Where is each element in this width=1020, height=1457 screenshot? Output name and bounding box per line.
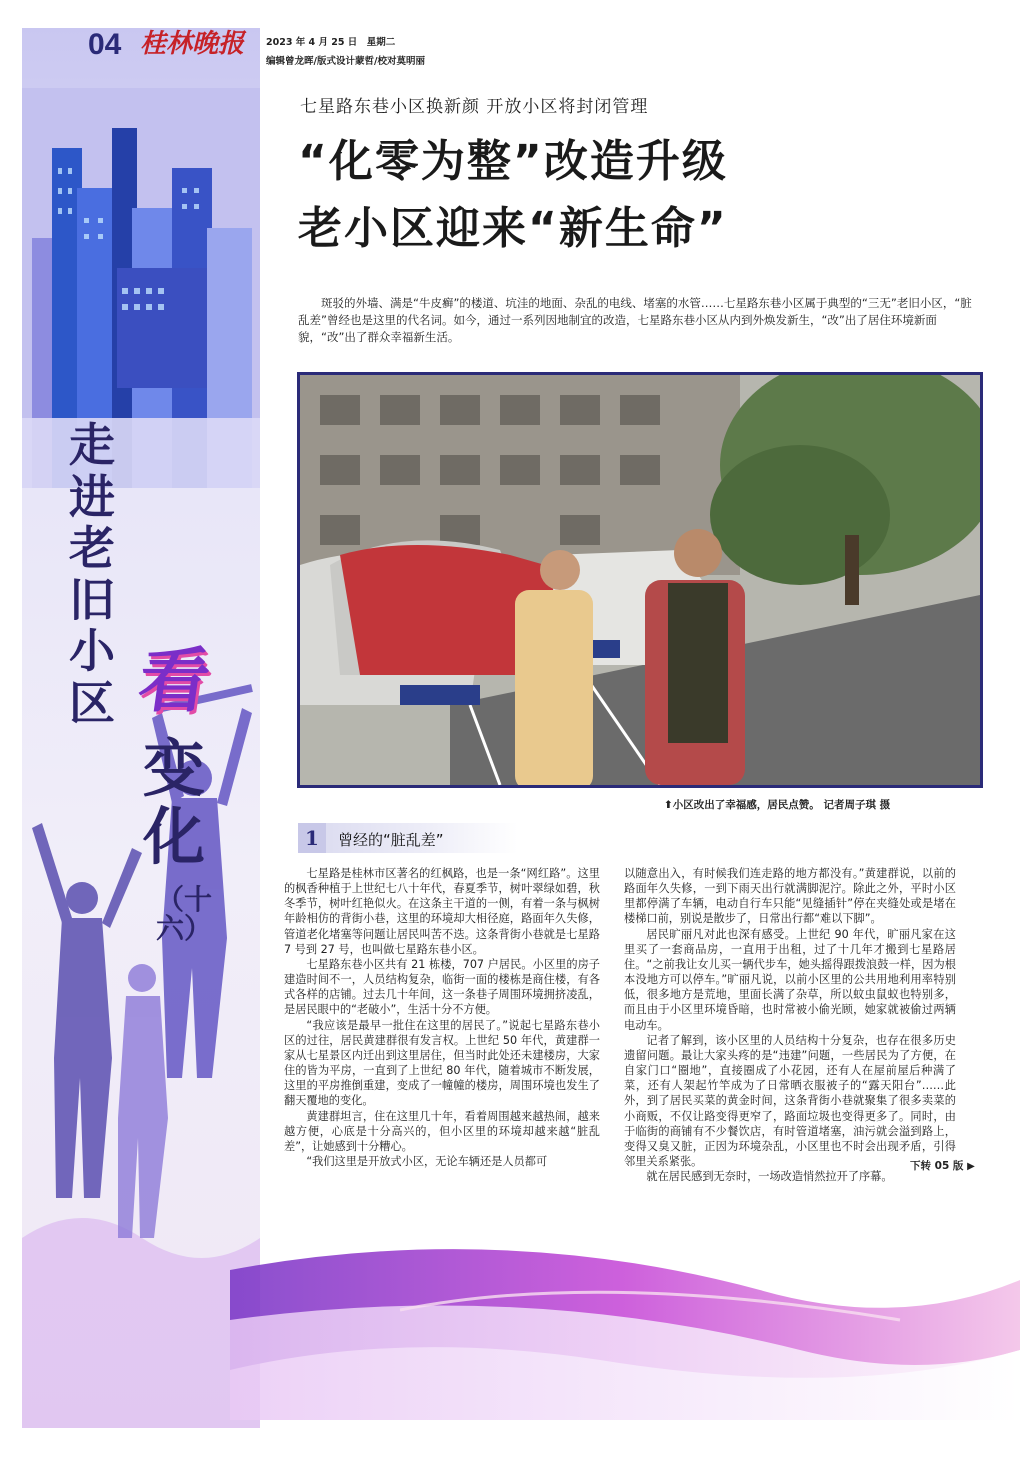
section-number: 1 (298, 823, 326, 853)
play-arrow-icon: ▶ (967, 1161, 975, 1172)
body-column-left (284, 866, 600, 1169)
residents-photo-illustration (300, 375, 980, 785)
series-number: （十六） (156, 883, 213, 946)
photo-caption: ⬆小区改出了幸福感，居民点赞。 记者周子琪 摄 (664, 799, 891, 811)
headline-line-2: 老小区迎来“新生命” (298, 203, 728, 254)
newspaper-logo: 桂林晚报 (140, 29, 245, 59)
series-title: 走进老旧小区 (69, 418, 115, 730)
article-kicker: 七星路东巷小区换新颜 开放小区将封闭管理 (300, 97, 649, 117)
series-bianhua: 变化 (142, 732, 205, 874)
body-paragraph: 七星路东巷小区共有 21 栋楼，707 户居民。小区里的房子建造时间不一，人员结构复杂，临街一面的楼栋是商住楼，有各式各样的店铺。过去几十年间，这一条巷子周围环境拥挤凌乱，是居民眼中的“老破小”，生活十分不方便。 (284, 957, 600, 1017)
section-title: 曾经的“脏乱差” (338, 831, 444, 849)
body-paragraph: 记者了解到，该小区里的人员结构十分复杂，也存在很多历史遗留问题。最让大家头疼的是“违建”问题，一些居民为了方便，在自家门口“圈地”，直接圈成了小花园，还有人在屋前屋后种满了菜，还有人架起竹竿成为了日常晒衣服被子的“露天阳台”……此外，到了居民买菜的黄金时间，这条背街小巷就聚集了很多卖菜的小商贩，不仅让路变得更窄了，路面垃圾也变得更多了。同时，由于临街的商铺有不少餐饮店，有时管道堵塞，油污就会溢到路上，变得又臭又脏，正因为环境杂乱，小区里也不时会出现矛盾，引得邻里关系紧张。 (624, 1033, 956, 1168)
body-paragraph: 居民旷丽凡对此也深有感受。上世纪 90 年代，旷丽凡家在这里买了一套商品房，一直用于出租，过了十几年才搬到七星路居住。“之前我让女儿买一辆代步车，她头摇得跟拨浪鼓一样，因为根本没地方可以停车。”旷丽凡说，以前小区里的公共用地利用率特别低，很多地方是荒地，里面长满了杂草，所以蚊虫鼠蚁也特别多，而且由于小区里环境昏暗，也时常被小偷光顾，她家就被偷过两辆电动车。 (624, 927, 956, 1032)
editors-credit: 编辑曾龙晖/版式设计蒙哲/校对莫明丽 (266, 56, 425, 67)
series-kan: 看 (133, 640, 215, 722)
section-header (298, 823, 518, 853)
issue-date: 2023 年 4 月 25 日 星期二 (266, 37, 396, 48)
article-lead: 斑驳的外墙、满是“牛皮癣”的楼道、坑洼的地面、杂乱的电线、堵塞的水管……七星路东巷小区属于典型的“三无”老旧小区，“脏乱差”曾经也是这里的代名词。如今，通过一系列因地制宜的改造，七星路东巷小区从内到外焕发新生，“改”出了居住环境新面貌，“改”出了群众幸福新生活。 (298, 296, 972, 344)
body-paragraph: “我们这里是开放式小区，无论车辆还是人员都可 (306, 1154, 548, 1168)
body-paragraph: 以随意出入，有时候我们连走路的地方都没有。”黄建群说，以前的路面年久失修，一到下雨天出行就满脚泥泞。除此之外，平时小区里都停满了车辆，电动自行车只能“见缝插针”停在夹缝处或是堵在楼梯口前，别说是散步了，日常出行都“难以下脚”。 (624, 867, 956, 926)
body-column-right (624, 866, 956, 1184)
article-photo (297, 372, 983, 788)
turn-page-label: 下转 05 版 (910, 1160, 964, 1172)
city-skyline-illustration (22, 88, 260, 488)
page-number: 04 (88, 28, 122, 61)
body-paragraph: 黄建群坦言，住在这里几十年，看着周围越来越热闹，越来越方便，心底是十分高兴的，但小区里的环境却越来越“脏乱差”，让她感到十分糟心。 (284, 1109, 600, 1153)
headline-line-1: “化零为整”改造升级 (298, 136, 728, 187)
turn-page-note (910, 1158, 975, 1173)
body-paragraph: 七星路是桂林市区著名的红枫路，也是一条“网红路”。这里的枫香种植于上世纪七八十年代，春夏季节，树叶翠绿如碧，秋冬季节，树叶红艳似火。在这条主干道的一侧，有着一条与枫树年龄相仿的背街小巷，这里的环境却大相径庭，路面年久失修，管道老化堵塞等问题让居民叫苦不迭。这条背街小巷就是七星路 7 号到 27 号，也叫做七星路东巷小区。 (284, 867, 600, 956)
body-paragraph: “我应该是最早一批住在这里的居民了。”说起七星路东巷小区的过往，居民黄建群很有发言权。上世纪 50 年代，黄建群一家从七星景区内迁出到这里居住，但当时此处还未建楼房，大家住的皆为平房，一直到了上世纪 80 年代，随着城市不断发展，这里的平房推倒重建，变成了一幢幢的楼房，周围环境也发生了翻天覆地的变化。 (284, 1018, 600, 1108)
bottom-ribbon-decoration (0, 1200, 1020, 1420)
body-paragraph: 就在居民感到无奈时，一场改造悄然拉开了序幕。 (646, 1170, 893, 1184)
